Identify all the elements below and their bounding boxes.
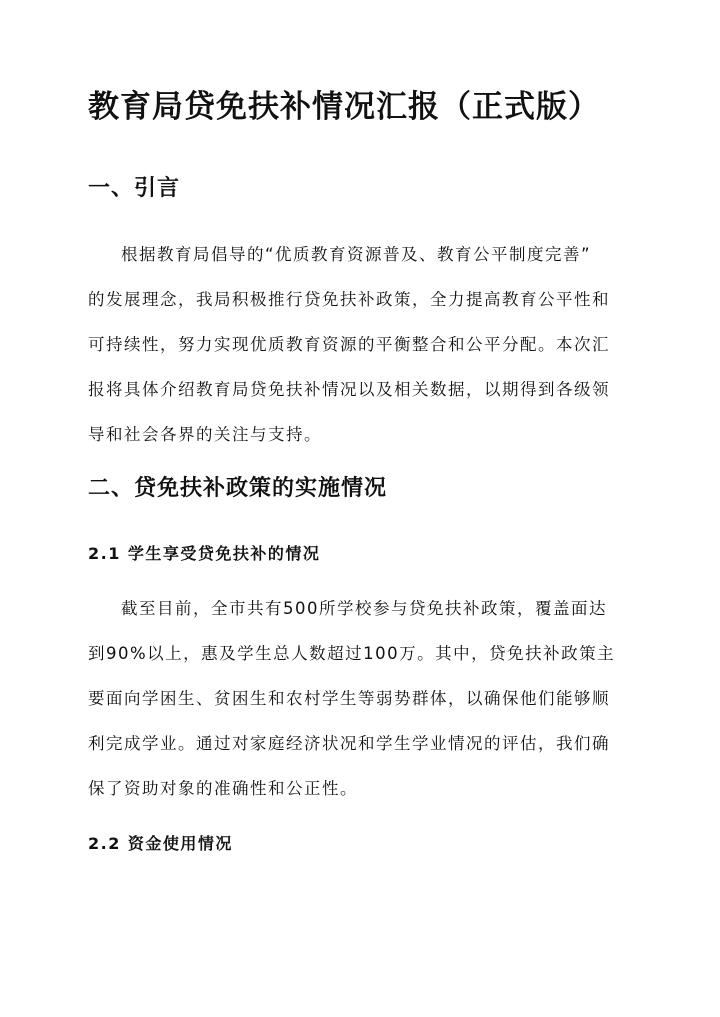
- paragraph-line: 可持续性，努力实现优质教育资源的平衡整合和公平分配。本次汇: [88, 335, 610, 354]
- paragraph-line: 导和社会各界的关注与支持。: [88, 425, 322, 444]
- subsection-heading-funds: 2.2 资金使用情况: [88, 834, 233, 853]
- paragraph-line: 的发展理念，我局积极推行贷免扶补政策，全力提高教育公平性和: [88, 290, 610, 309]
- paragraph-line: 要面向学困生、贫困生和农村学生等弱势群体，以确保他们能够顺: [88, 689, 610, 708]
- introduction-paragraph: [88, 232, 632, 457]
- section-heading-introduction: 一、引言: [88, 176, 181, 201]
- paragraph-line: 报将具体介绍教育局贷免扶补情况以及相关数据，以期得到各级领: [88, 380, 610, 399]
- paragraph-line: 根据教育局倡导的“优质教育资源普及、教育公平制度完善”: [121, 245, 592, 264]
- paragraph-line: 到90%以上，惠及学生总人数超过100万。其中，贷免扶补政策主: [88, 644, 616, 663]
- document-title: 教育局贷免扶补情况汇报（正式版）: [88, 89, 600, 125]
- subsection-heading-students: 2.1 学生享受贷免扶补的情况: [88, 544, 321, 563]
- paragraph-line: 截至目前，全市共有500所学校参与贷免扶补政策，覆盖面达: [121, 599, 607, 618]
- students-paragraph: [88, 586, 632, 811]
- section-heading-implementation: 二、贷免扶补政策的实施情况: [88, 476, 388, 501]
- paragraph-line: 利完成学业。通过对家庭经济状况和学生学业情况的评估，我们确: [88, 734, 610, 753]
- paragraph-line: 保了资助对象的准确性和公正性。: [88, 779, 358, 798]
